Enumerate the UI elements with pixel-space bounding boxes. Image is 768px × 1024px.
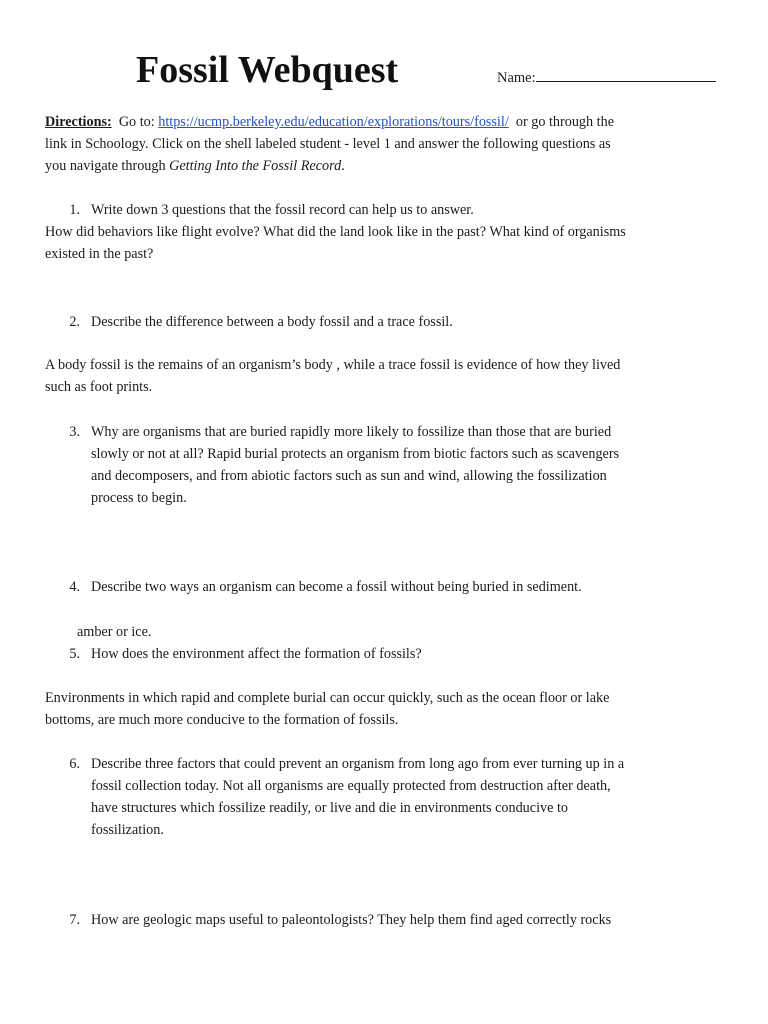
question-text: How are geologic maps useful to paleontologists? They help them find aged correctly rocks: [91, 912, 612, 928]
question-text: Describe three factors that could prevent an organism from long ago from ever turning up in a fossil collection today. Not all organisms are equally protected from destruction after death, have structures which fossilize readily, or live and die in environments conducive to fossilization.: [91, 756, 625, 838]
answer-4: amber or ice.: [77, 624, 152, 640]
question-text: Write down 3 questions that the fossil record can help us to answer.: [91, 202, 474, 218]
page-title: Fossil Webquest: [136, 49, 399, 91]
answer-1: How did behaviors like flight evolve? What did the land look like in the past? What kind of organisms existed in the past?: [45, 224, 626, 262]
answer-5: Environments in which rapid and complete burial can occur quickly, such as the ocean floor or lake bottoms, are much more conducive to the formation of fossils.: [45, 690, 610, 728]
fossil-tour-link[interactable]: https://ucmp.berkeley.edu/education/explorations/tours/fossil/: [158, 114, 509, 130]
name-field[interactable]: [497, 67, 716, 89]
question-number: 4.: [69, 579, 80, 595]
question-number: 1.: [69, 202, 80, 218]
directions-line-1-end: or go through the: [515, 114, 614, 130]
directions-line-1: [45, 111, 725, 133]
directions-line-3: you navigate through Getting Into the Fossil Record.: [45, 158, 345, 174]
question-text: Why are organisms that are buried rapidly more likely to fossilize than those that are buried slowly or not at all? Rapid burial protects an organism from biotic factors such as scavengers and decomposers, and from abiotic factors such as sun and wind, allowing the fossilization process to begin.: [91, 424, 620, 506]
name-blank-line[interactable]: [536, 67, 716, 82]
question-text: Describe two ways an organism can become a fossil without being buried in sediment.: [91, 579, 582, 595]
name-label: Name:: [497, 70, 536, 86]
question-text: How does the environment affect the formation of fossils?: [91, 646, 422, 662]
directions-paragraph: [45, 111, 725, 177]
question-number: 6.: [69, 756, 80, 772]
question-number: 2.: [69, 314, 80, 330]
directions-label: Directions:: [45, 114, 112, 130]
question-number: 5.: [69, 646, 80, 662]
question-text: Describe the difference between a body fossil and a trace fossil.: [91, 314, 453, 330]
question-number: 7.: [69, 912, 80, 928]
question-number: 3.: [69, 424, 80, 440]
record-title-italic: Getting Into the Fossil Record: [169, 158, 342, 174]
answer-2: A body fossil is the remains of an organism’s body , while a trace fossil is evidence of how they lived such as foot prints.: [45, 357, 621, 395]
directions-line-2: link in Schoology. Click on the shell labeled student - level 1 and answer the following questions as: [45, 136, 611, 152]
directions-go-to: Go to:: [118, 114, 155, 130]
